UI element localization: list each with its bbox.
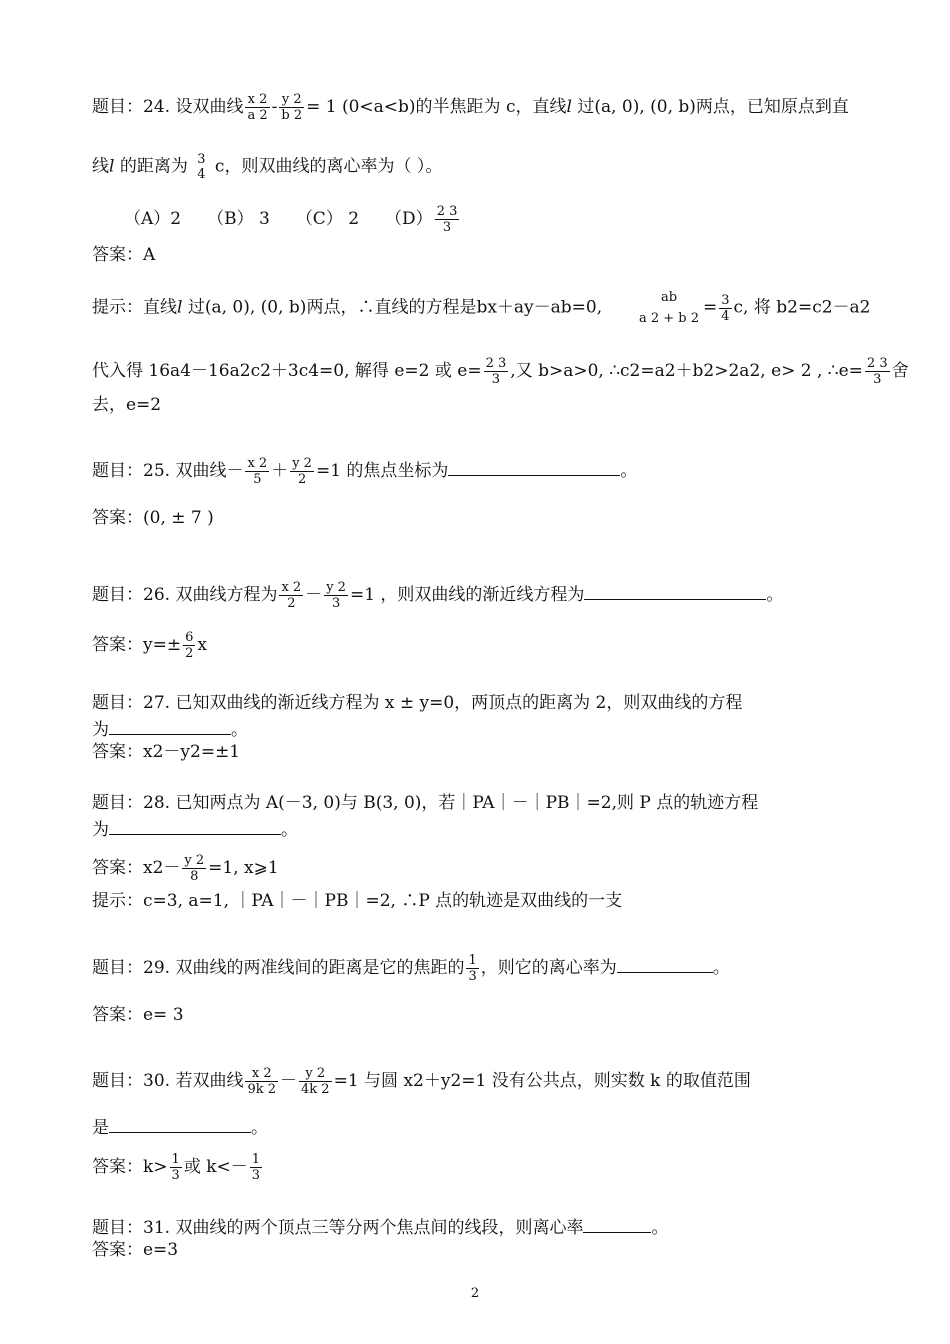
text: c, 将 b2=c2－a2 (733, 297, 871, 318)
q24-line2 (92, 152, 442, 182)
q24-hint-line3: 去，e=2 (92, 395, 162, 415)
minus-sign: - (271, 97, 278, 117)
q28-line2 (92, 818, 298, 840)
option-d: （D） (385, 209, 433, 229)
q24-fraction-y2-b2: $\frac{y 2}{b 2}$ (281, 92, 303, 123)
answer-blank[interactable] (584, 583, 766, 600)
q30-answer-fraction-a: $\frac{1}{3}$ (171, 1152, 180, 1183)
text: 。 (231, 720, 248, 740)
text: 。 (766, 585, 784, 605)
q24-hint-line2 (92, 356, 909, 387)
q26-answer (92, 630, 207, 661)
q26-fraction-y2-3: $\frac{y 2}{3}$ (326, 580, 346, 611)
text: 题目：31. 双曲线的两个顶点三等分两个焦点间的线段，则离心率 (92, 1218, 584, 1238)
q30-fraction-x2-9k2: $\frac{x 2}{9k 2}$ (247, 1066, 277, 1097)
q31-answer: 答案：e=3 (92, 1240, 179, 1260)
text: 为 (92, 720, 109, 740)
option-d-fraction: $\frac{2 3}{3}$ (436, 204, 458, 235)
text: 答案：k> (92, 1157, 168, 1177)
text: x (197, 635, 207, 655)
var-l: l (566, 97, 572, 117)
text: 为 (92, 820, 109, 840)
answer-blank[interactable] (617, 956, 713, 973)
hint-fraction-2root3-b: $\frac{2 3}{3}$ (866, 356, 888, 387)
text: =1 的焦点坐标为 (315, 461, 449, 481)
q24-rest: 过(a, 0), (0, b)两点，已知原点到直 (571, 97, 849, 117)
text: 题目：30. 若双曲线 (92, 1071, 244, 1091)
text: =1, x⩾1 (208, 858, 279, 878)
answer-blank[interactable] (109, 718, 231, 735)
q30-answer (92, 1152, 264, 1183)
q27-line1: 题目：27. 已知双曲线的渐近线方程为 x ± y=0，两顶点的距离为 2，则双曲线的方程 (92, 693, 743, 713)
text: 答案：x2－ (92, 858, 181, 878)
text: 线 (92, 156, 109, 177)
text: 。 (651, 1218, 669, 1238)
q25-line (92, 456, 637, 487)
q29-line (92, 953, 730, 984)
answer-blank[interactable] (109, 1116, 251, 1133)
q24-line1 (92, 92, 849, 123)
q25-answer: 答案：(0, ± 7 ) (92, 508, 214, 528)
minus-sign: － (280, 1071, 298, 1091)
text: 。 (712, 958, 730, 978)
option-b: （B） 3 (207, 209, 270, 229)
text: c，则双曲线的离心率为（ ）。 (209, 156, 443, 177)
answer-blank[interactable] (583, 1216, 651, 1233)
q24-fraction-3-4: 3 4 (197, 152, 206, 182)
hint-fraction-2root3: $\frac{2 3}{3}$ (485, 356, 507, 387)
text: 题目：29. 双曲线的两准线间的距离是它的焦距的 (92, 958, 465, 978)
q30-line2 (92, 1116, 268, 1138)
q31-line (92, 1216, 668, 1238)
q30-line1 (92, 1066, 751, 1097)
q24-fraction-x2-a2: $\frac{x 2}{a 2}$ (247, 92, 268, 123)
var-l: l (177, 297, 183, 318)
answer-blank[interactable] (109, 818, 281, 835)
q30-fraction-y2-4k2: $\frac{y 2}{4k 2}$ (301, 1066, 330, 1097)
text: 的距离为 (114, 156, 188, 177)
q24-hint-line1 (92, 290, 871, 326)
text: 答案：y=± (92, 635, 182, 655)
text: 是 (92, 1118, 109, 1138)
q26-line (92, 580, 783, 611)
q30-answer-fraction-b: $\frac{1}{3}$ (251, 1152, 261, 1183)
q25-fraction-x2-5: $\frac{x 2}{5}$ (247, 456, 268, 487)
q26-answer-fraction: $\frac{6}{2}$ (185, 630, 194, 661)
text: 。 (251, 1118, 268, 1138)
q29-fraction-1-3: $\frac{1}{3}$ (468, 953, 477, 984)
q29-answer: 答案：e= 3 (92, 1005, 184, 1025)
text: 。 (620, 461, 638, 481)
q27-answer: 答案：x2－y2=±1 (92, 742, 241, 762)
text: 。 (281, 820, 298, 840)
text: 题目：25. 双曲线－ (92, 461, 244, 481)
q28-line1: 题目：28. 已知两点为 A(－3, 0)与 B(3, 0)，若｜PA｜－｜PB｜=2,则 P 点的轨迹方程 (92, 793, 759, 813)
text: 题目：26. 双曲线方程为 (92, 585, 278, 605)
q27-line2 (92, 718, 248, 740)
equals-sign: = (703, 297, 718, 318)
page-number: 2 (470, 1286, 480, 1301)
text: =1 与圆 x2＋y2=1 没有公共点，则实数 k 的取值范围 (333, 1071, 751, 1091)
text: ,又 b>a>0, ∴c2=a2＋b2>2a2, e> 2 , ∴e= (510, 361, 863, 381)
q24-lead: 题目：24. 设双曲线 (92, 97, 244, 117)
q25-fraction-y2-2: $\frac{y 2}{2}$ (292, 456, 312, 487)
text: 或 k<－ (183, 1157, 248, 1177)
minus-sign: － (305, 585, 323, 605)
q24-answer: 答案：A (92, 245, 156, 265)
text: 舍 (891, 361, 909, 381)
option-a: （A）2 (124, 209, 182, 229)
hint-fraction-3-4: $\frac{3}{4}$ (721, 292, 730, 324)
q24-condition: = 1 (0<a<b)的半焦距为 c，直线 (306, 97, 567, 117)
var-l: l (109, 156, 115, 177)
q26-fraction-x2-2: $\frac{x 2}{2}$ (281, 580, 302, 611)
text: 代入得 16a4－16a2c2＋3c4=0, 解得 e=2 或 e= (92, 361, 482, 381)
text: 提示：直线 (92, 297, 177, 318)
plus-sign: ＋ (271, 461, 289, 481)
answer-blank[interactable] (448, 459, 620, 476)
q24-options (124, 204, 461, 235)
text: 过(a, 0), (0, b)两点，∴直线的方程是bx＋ay－ab=0, (182, 297, 603, 318)
q28-answer (92, 853, 279, 884)
q28-hint: 提示：c=3, a=1, ｜PA｜－｜PB｜=2, ∴P 点的轨迹是双曲线的一支 (92, 891, 623, 911)
q28-answer-fraction: $\frac{y 2}{8}$ (184, 853, 205, 884)
text: ，则它的离心率为 (480, 958, 617, 978)
text: =1 ，则双曲线的渐近线方程为 (349, 585, 585, 605)
option-c: （C） 2 (295, 209, 360, 229)
hint-fraction-ab: ab a 2 + b 2 (638, 290, 699, 326)
